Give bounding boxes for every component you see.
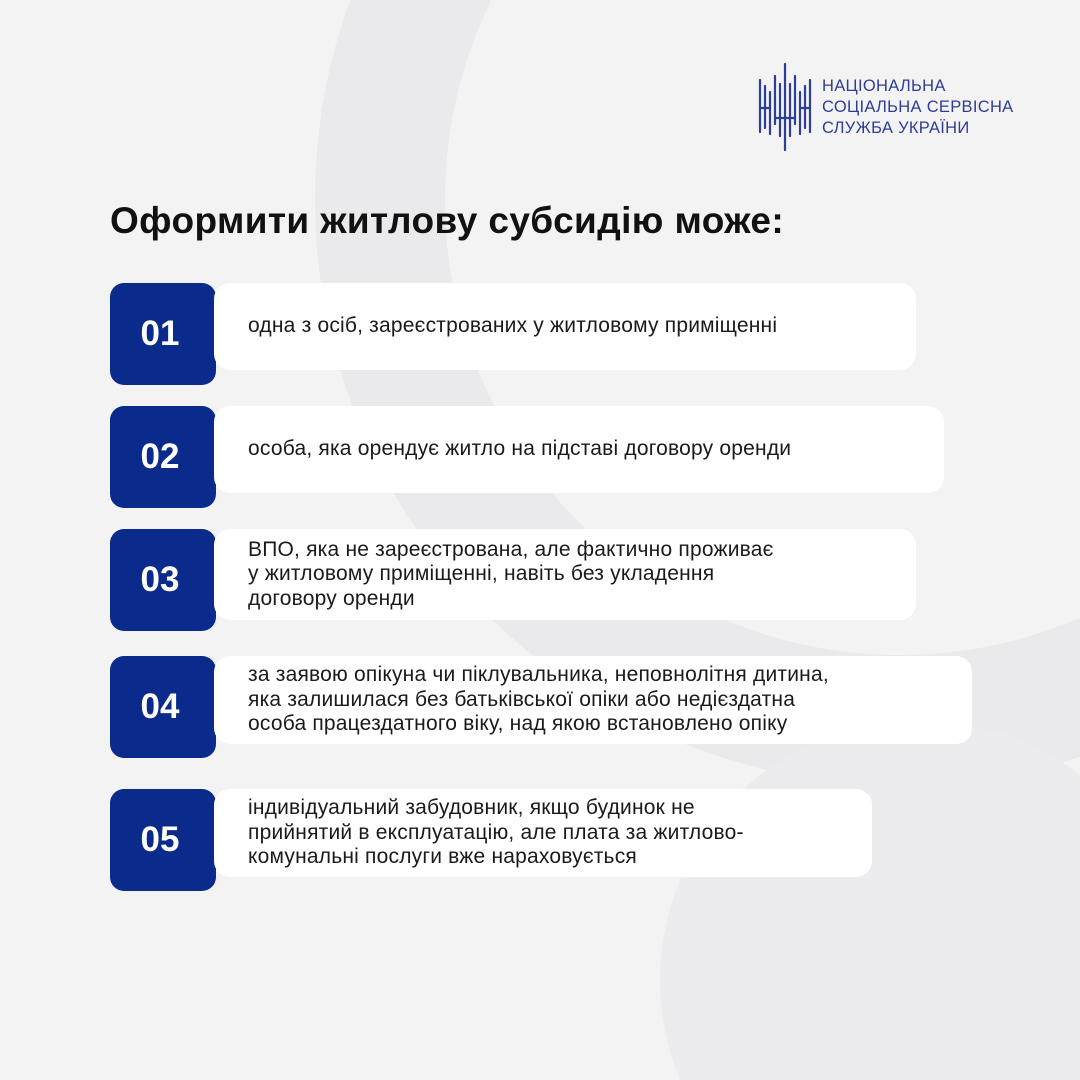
organization-name: [822, 76, 1013, 139]
item-text: особа, яка орендує житло на підставі договору оренди: [248, 437, 792, 461]
organization-name-line: НАЦІОНАЛЬНА: [822, 76, 946, 95]
item-text: за заявою опікуна чи піклувальника, неповнолітня дитина, яка залишилася без батьківської опіки або недієздатна особа працездатного віку, над якою встановлено опіку: [248, 663, 829, 736]
item-card: [214, 406, 944, 493]
item-number-badge: 04: [110, 656, 216, 758]
item-text: одна з осіб, зареєстрованих у житловому приміщенні: [248, 314, 778, 338]
item-card: [214, 656, 972, 744]
item-number-badge: 01: [110, 283, 216, 385]
organization-name-line: СОЦІАЛЬНА СЕРВІСНА: [822, 97, 1014, 116]
item-card: [214, 529, 916, 620]
page-title: Оформити житлову субсидію може:: [110, 200, 785, 241]
item-text: ВПО, яка не зареєстрована, але фактично проживає у житловому приміщенні, навіть без укладення договору оренди: [248, 537, 774, 610]
item-number-badge: 05: [110, 789, 216, 891]
item-number-badge: 03: [110, 529, 216, 631]
organization-logo: [756, 62, 1013, 152]
item-number-badge: 02: [110, 406, 216, 508]
item-text: індивідуальний забудовник, якщо будинок не прийнятий в експлуатацію, але плата за житлово- комунальні послуги вже нараховується: [248, 796, 744, 869]
nssu-logo-icon: [756, 62, 814, 152]
item-card: [214, 283, 916, 370]
item-card: [214, 789, 872, 877]
organization-name-line: СЛУЖБА УКРАЇНИ: [822, 118, 970, 137]
